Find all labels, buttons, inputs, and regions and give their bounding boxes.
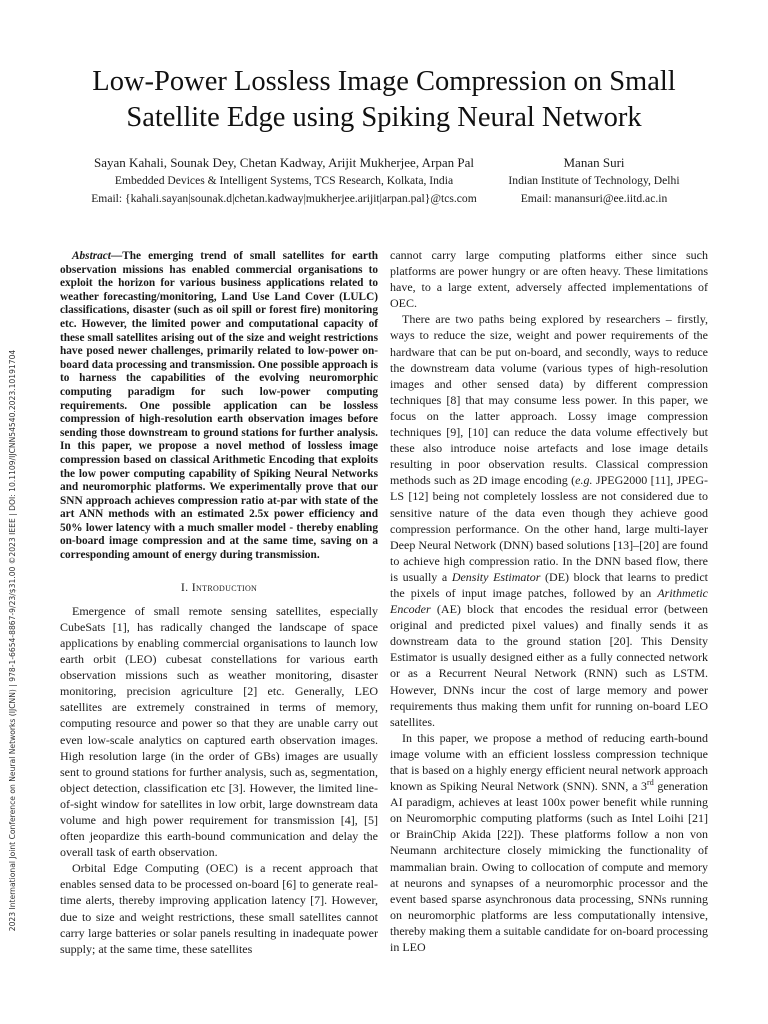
ieee-copyright-margin-note (8, 300, 18, 980)
superscript: rd (647, 778, 654, 788)
author-email: Email: {kahali.sayan|sounak.d|chetan.kadway|mukherjee.arijit|arpan.pal}@tcs.com (91, 192, 477, 205)
text-run: (DE) block that learns to predict the pixels of input image patches, followed by an (390, 569, 708, 600)
author-names: Manan Suri (563, 155, 625, 170)
text-run: (AE) block that encodes the residual error (between original and predicted pixel values) and finally sends it as downstream data to the ground station [20]. This Density Estimator is usually designed either as a fully connected network or as a Recurrent Neural Network (RNN) such as LSTM. However, DNNs incur the cost of large memory and power requirements thus making them unfit for running on-board LEO satellites. (390, 602, 708, 729)
author-email: Email: manansuri@ee.iitd.ac.in (520, 192, 668, 205)
author-block-iitd (494, 154, 694, 208)
intro-paragraph-5 (390, 730, 708, 955)
intro-paragraph-2: Orbital Edge Computing (OEC) is a recent approach that enables sensed data to be processed on-board [6] to generate real-time alerts, thereby improving application latency [7]. However, due to size and weight restrictions, these small satellites cannot carry large batteries or solar panels resulting in inadequate power supply; at the same time, these satellites (60, 861, 378, 956)
intro-paragraph-1: Emergence of small remote sensing satellites, especially CubeSats [1], has radically changed the landscape of space applications by enabling commercial organisations to launch low earth orbit (LEO) cubesat constellations for various earth observation missions such as weather monitoring, disaster monitoring, precision agriculture [2] etc. Generally, LEO satellites are extremely constrained in terms of memory, computing resource and power so that they are unable carry out even low-scale analytics on captured earth observation images. High resolution large (in the order of GBs) images are usually sent to ground stations for further analysis, such as, segmentation, object detection, classification etc [3]. However, the limited line-of-sight window for satellites in low orbit, large downstream data volume and high power requirement for transmission [4], [5] often jeopardize this earth-bound communication and delay the overall task of earth observation. (60, 603, 378, 860)
section-heading-introduction (60, 579, 378, 595)
author-names: Sayan Kahali, Sounak Dey, Chetan Kadway, Arijit Mukherjee, Arpan Pal (94, 155, 474, 170)
section-title: Introduction (191, 579, 258, 594)
section-numeral: I. (180, 579, 189, 594)
left-column (60, 250, 378, 957)
side-note-text: 2023 International Joint Conference on Neural Networks (IJCNN) | 978-1-6654-8867-9/23/$31.00 ©2023 IEEE | DOI: 10.1109/IJCNN54540.2023.10191704 (8, 349, 18, 931)
term-arithmetic-encoder: Arithmetic Encoder (390, 585, 708, 617)
title-line-1: Low-Power Lossless Image Compression on Small (92, 66, 676, 97)
abstract-body: —The emerging trend of small satellites for earth observation missions has enabled commercial organisations to exploit the horizon for various business applications related to weather forecasting/monitoring, Land Use Land Cover (LULC) classifications, disaster (such as oil spill or forest fire) monitoring etc. However, the limited power and computational capacity of these small satellites arising out of the size and weight restrictions have posed newer challenges, primarily related to low-power on-board data processing and transmission. One possible approach is to harness the capabilities of the evolving neuromorphic computing paradigm for such low-power computing requirements. One possible application can be lossless compression of high-resolution earth observation images before sending those downstream to ground stations for further analysis. In this paper, we propose a novel method of lossless image compression based on classical Arithmetic Encoding that exploits the low power computing capability of Spiking Neural Networks and neuromorphic platforms. We experimentally prove that our SNN approach achieves compression ratio at-par with state of the art ANN methods with an estimated 2.5x power efficiency and 50% lower latency with a much smaller model - thereby enabling on-board image compression and at the same time, saving on a corresponding amount of energy during transmission. (60, 250, 378, 562)
right-column (390, 247, 708, 955)
intro-paragraph-3-continued: cannot carry large computing platforms either since such platforms are power hungry or are often heavy. These limitations have, to a large extent, adversely affected implementations of OEC. (390, 248, 708, 311)
intro-paragraph-4 (390, 311, 708, 729)
abstract (60, 250, 378, 563)
author-affiliation: Embedded Devices & Intelligent Systems, TCS Research, Kolkata, India (114, 174, 454, 187)
text-run: generation AI paradigm, achieves at least 100x power benefit while running on Neuromorphic computing platforms (such as Intel Loihi [21] or BrainChip Akida [22]). These platforms follow a non von Neumann architecture closely mimicking the functionality of mammalian brain. Owing to collocation of compute and memory at neurons and synapses of a neuromorphic processor and the event based sparse asynchronous data processing, SNNs running on neuromorphic platforms are less computationally intensive, thereby making them a suitable candidate for on-board processing in LEO (390, 779, 708, 955)
term-density-estimator: Density Estimator (451, 569, 541, 584)
text-run: JPEG2000 [11], JPEG-LS [12] being not completely lossless are not considered due to sensitive nature of the data even though they achieve good compression performance. On the other hand, large multi-layer Deep Neural Network (DNN) based solutions [13]–[20] are found to achieve high compression ratio. In the DNN based flow, there is usually a (390, 473, 708, 584)
text-run: There are two paths being explored by researchers – firstly, ways to reduce the size, weight and power requirements of the hardware that can be put on-board, and secondly, ways to reduce the downstream data volume (various types of high-resolution images and other sensed data) by different compression techniques [8] that may consume less power. In this paper, we focus on the latter approach. Lossy image compression techniques [9], [10] can reduce the data volume effectively but these also introduce noise artefacts and lose image details resulting in poor observation results. Classical compression methods such as 2D image encoding ( (390, 312, 708, 488)
title-line-2: Satellite Edge using Spiking Neural Network (126, 102, 642, 133)
author-affiliation: Indian Institute of Technology, Delhi (508, 174, 680, 187)
text-run-italic: e.g. (575, 473, 593, 488)
author-block-tcs (64, 154, 504, 208)
abstract-lead: Abstract (72, 250, 111, 262)
paper-title (30, 64, 738, 136)
text-run: In this paper, we propose a method of reducing earth-bound image volume with an efficient lossless compression technique that is based on a highly energy efficient neural network approach known as Spiking Neural Network (SNN). SNN, a 3 (390, 730, 708, 794)
